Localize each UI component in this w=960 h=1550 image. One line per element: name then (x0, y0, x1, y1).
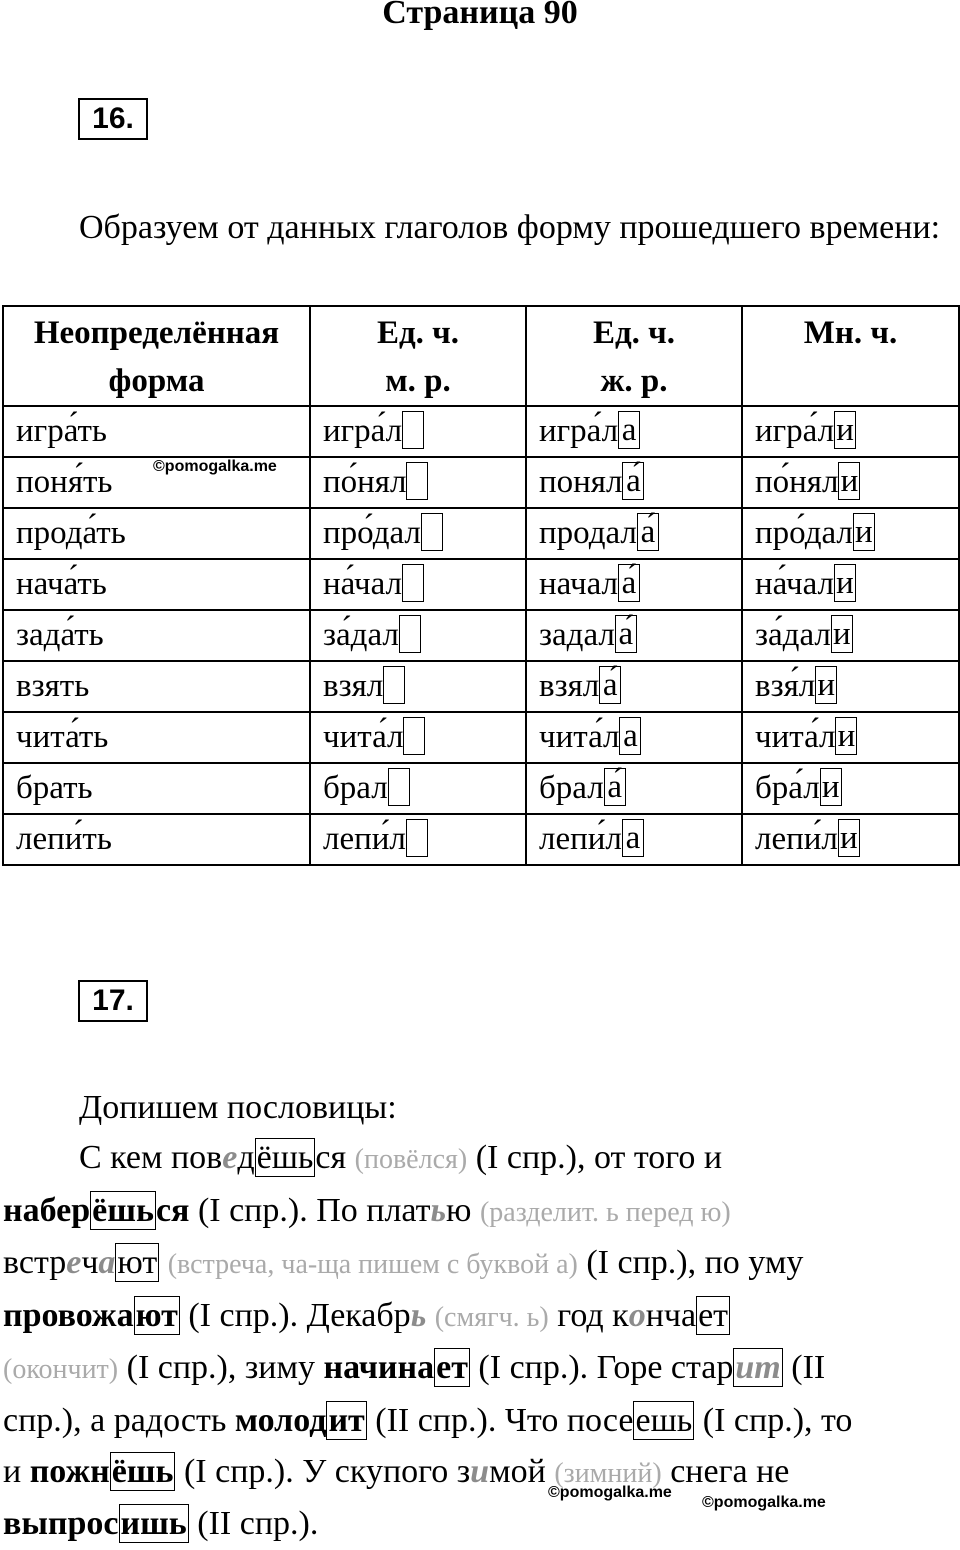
ending-box (403, 717, 425, 755)
verbs-table (2, 305, 960, 866)
proverb-line-6: спр.), а радость молодит (II спр.). Что посеешь (I спр.), то (3, 1401, 853, 1439)
table-row (3, 508, 959, 559)
ending-box (383, 666, 405, 704)
ending-box (402, 564, 424, 602)
cell-sing-fem: понял а́ (526, 457, 742, 508)
ending-box: и (834, 411, 856, 449)
cell-sing-masc: на́чал (310, 559, 526, 610)
cell-infinitive: взять (3, 661, 310, 712)
proverbs-text (3, 1133, 953, 1550)
table-row (3, 559, 959, 610)
cell-sing-masc: взял (310, 661, 526, 712)
cell-sing-masc: лепи́л (310, 814, 526, 865)
exercise-16-number: 16. (78, 98, 148, 140)
ending-box: и (834, 564, 856, 602)
ending-box: а́ (604, 768, 626, 806)
table-row (3, 457, 959, 508)
exercise-17-instruction: Допишем пословицы: (79, 1089, 397, 1126)
proverb-line-7: и пожнёшь (I спр.). У скупого зимой (зимний) снега не (3, 1452, 790, 1490)
cell-infinitive: поня́ть (3, 457, 310, 508)
cell-sing-masc: брал (310, 763, 526, 814)
cell-sing-fem: продал а́ (526, 508, 742, 559)
ending-box: и (838, 462, 860, 500)
ending-box: и (838, 819, 860, 857)
proverb-line-5: (окончит) (I спр.), зиму начинает (I спр.). Горе старит (II (3, 1349, 826, 1387)
exercise-16-instruction: Образуем от данных глаголов форму прошедшего времени: (79, 209, 941, 246)
ending-box: и (831, 615, 853, 653)
cell-sing-fem: взял а́ (526, 661, 742, 712)
ending-box (402, 411, 424, 449)
cell-sing-fem: чита́л а (526, 712, 742, 763)
cell-sing-fem: брал а́ (526, 763, 742, 814)
table-row (3, 661, 959, 712)
proverb-line-2: наберёшься (I спр.). По платью (разделит. ь перед ю) (3, 1191, 731, 1229)
cell-plural: про́дали (742, 508, 959, 559)
ending-box (406, 819, 428, 857)
cell-infinitive: чита́ть (3, 712, 310, 763)
cell-plural: игра́ли (742, 406, 959, 457)
ending-box: а́ (637, 513, 659, 551)
cell-sing-masc: чита́л (310, 712, 526, 763)
cell-plural: по́няли (742, 457, 959, 508)
watermark: ©pomogalka.me (702, 1494, 826, 1511)
cell-infinitive: игра́ть (3, 406, 310, 457)
ending-box: и (820, 768, 842, 806)
cell-plural: бра́ли (742, 763, 959, 814)
ending-box: а́ (615, 615, 637, 653)
cell-plural: лепи́ли (742, 814, 959, 865)
exercise-17-number: 17. (78, 980, 148, 1022)
watermark: ©pomogalka.me (153, 458, 277, 475)
header-sing-fem: Ед. ч. ж. р. (526, 306, 742, 406)
ending-box (421, 513, 443, 551)
proverb-line-4: провожают (I спр.). Декабрь (смягч. ь) год кончает (3, 1296, 729, 1334)
cell-plural: за́дали (742, 610, 959, 661)
proverb-line-3: встречают (встреча, ча-ща пишем с буквой а) (I спр.), по уму (3, 1244, 804, 1282)
header-plural: Мн. ч. (742, 306, 959, 406)
ending-box (406, 462, 428, 500)
ending-box: а́ (618, 564, 640, 602)
ending-box: а́ (622, 462, 644, 500)
ending-box: и (835, 717, 857, 755)
ending-box: и (853, 513, 875, 551)
page-title: Страница 90 (382, 0, 578, 31)
cell-sing-masc: по́нял (310, 457, 526, 508)
table-row (3, 763, 959, 814)
cell-plural: на́чали (742, 559, 959, 610)
ending-box: а́ (599, 666, 621, 704)
table-row (3, 814, 959, 865)
header-sing-masc: Ед. ч. м. р. (310, 306, 526, 406)
proverb-line-1: С кем поведёшься (повёлся) (I спр.), от того и (79, 1139, 723, 1176)
header-infinitive: Неопределённая форма (3, 306, 310, 406)
watermark: ©pomogalka.me (548, 1484, 672, 1501)
ending-box: а (622, 819, 644, 857)
cell-infinitive: нача́ть (3, 559, 310, 610)
table-header-row (3, 306, 959, 406)
cell-infinitive: прода́ть (3, 508, 310, 559)
ending-box: а (619, 717, 641, 755)
cell-sing-masc: про́дал (310, 508, 526, 559)
cell-infinitive: брать (3, 763, 310, 814)
ending-box: и (815, 666, 837, 704)
cell-plural: чита́ли (742, 712, 959, 763)
cell-sing-fem: игра́л а (526, 406, 742, 457)
cell-infinitive: лепи́ть (3, 814, 310, 865)
cell-sing-masc: игра́л (310, 406, 526, 457)
ending-box (399, 615, 421, 653)
ending-box (388, 768, 410, 806)
cell-sing-fem: лепи́л а (526, 814, 742, 865)
table-row (3, 406, 959, 457)
cell-infinitive: зада́ть (3, 610, 310, 661)
cell-sing-masc: за́дал (310, 610, 526, 661)
ending-box: а (618, 411, 640, 449)
cell-sing-fem: начал а́ (526, 559, 742, 610)
proverb-line-8: выпросишь (II спр.). (3, 1505, 319, 1543)
cell-sing-fem: задал а́ (526, 610, 742, 661)
cell-plural: взя́ли (742, 661, 959, 712)
table-row (3, 712, 959, 763)
table-row (3, 610, 959, 661)
